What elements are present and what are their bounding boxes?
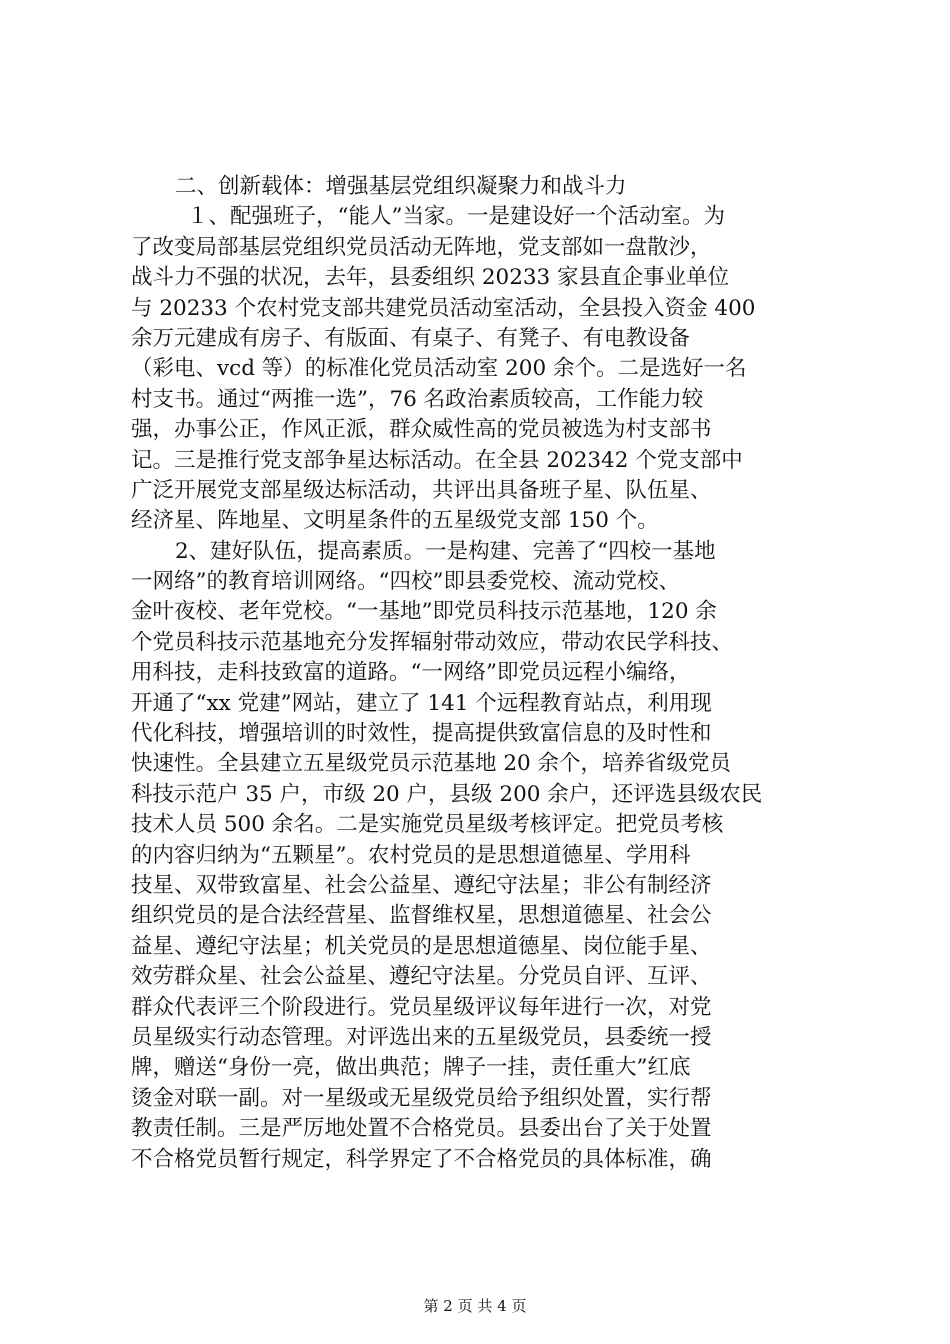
paragraph-line: 强，办事公正，作风正派，群众威性高的党员被选为村支部书 [131, 417, 712, 443]
paragraph-line: 个党员科技示范基地充分发挥辐射带动效应，带动农民学科技、 [131, 629, 734, 655]
paragraph-line: １、配强班子，“能人”当家。一是建设好一个活动室。为 [187, 204, 725, 230]
paragraph-line: 记。三是推行党支部争星达标活动。在全县 202342 个党支部中 [131, 447, 743, 473]
paragraph-line: 了改变局部基层党组织党员活动无阵地，党支部如一盘散沙， [131, 234, 712, 260]
paragraph-line: 的内容归纳为“五颗星”。农村党员的是思想道德星、学用科 [131, 842, 691, 868]
paragraph-line: 用科技，走科技致富的道路。“一网络”即党员远程小编络， [131, 660, 691, 686]
paragraph-line: 经济星、阵地星、文明星条件的五星级党支部 150 个。 [131, 508, 659, 534]
paragraph-2 [131, 537, 831, 1175]
paragraph-line: 金叶夜校、老年党校。“一基地”即党员科技示范基地，120 余 [131, 599, 717, 625]
paragraph-line: 员星级实行动态管理。对评选出来的五星级党员，县委统一授 [131, 1024, 712, 1050]
paragraph-line: 技星、双带致富星、社会公益星、遵纪守法星；非公有制经济 [131, 872, 712, 898]
paragraph-line: 广泛开展党支部星级达标活动，共评出具备班子星、队伍星、 [131, 477, 712, 503]
paragraph-line: 组织党员的是合法经营星、监督维权星，思想道德星、社会公 [131, 903, 712, 929]
page-number-footer: 第 2 页 共 4 页 [423, 1297, 527, 1315]
paragraph-line: 快速性。全县建立五星级党员示范基地 20 余个，培养省级党员 [131, 751, 732, 777]
paragraph-line: 教责任制。三是严厉地处置不合格党员。县委出台了关于处置 [131, 1116, 712, 1142]
paragraph-line: 2、建好队伍，提高素质。一是构建、完善了“四校一基地 [175, 538, 716, 564]
paragraph-line: 余万元建成有房子、有版面、有桌子、有凳子、有电教设备 [131, 325, 691, 351]
section-heading: 二、创新载体：增强基层党组织凝聚力和战斗力 [175, 174, 627, 199]
paragraph-line: 烫金对联一副。对一星级或无星级党员给予组织处置，实行帮 [131, 1085, 712, 1111]
paragraph-1 [131, 202, 831, 536]
paragraph-line: 益星、遵纪守法星；机关党员的是思想道德星、岗位能手星、 [131, 933, 712, 959]
paragraph-line: 群众代表评三个阶段进行。党员星级评议每年进行一次，对党 [131, 994, 712, 1020]
paragraph-line: 不合格党员暂行规定，科学界定了不合格党员的具体标准，确 [131, 1146, 712, 1172]
paragraph-line: 技术人员 500 余名。二是实施党员星级考核评定。把党员考核 [131, 812, 724, 838]
document-body [131, 172, 831, 1175]
paragraph-line: 一网络”的教育培训网络。“四校”即县委党校、流动党校、 [131, 569, 680, 595]
paragraph-line: 开通了“xx 党建”网站，建立了 141 个远程教育站点，利用现 [131, 690, 712, 716]
paragraph-line: 效劳群众星、社会公益星、遵纪守法星。分党员自评、互评、 [131, 964, 712, 990]
paragraph-line: 代化科技，增强培训的时效性，提高提供致富信息的及时性和 [131, 721, 712, 747]
paragraph-line: 村支书。通过“两推一选”，76 名政治素质较高，工作能力较 [131, 386, 704, 412]
paragraph-line: 科技示范户 35 户，市级 20 户，县级 200 余户，还评选县级农民 [131, 781, 763, 807]
paragraph-line: 与 20233 个农村党支部共建党员活动室活动，全县投入资金 400 [131, 295, 756, 321]
paragraph-line: 战斗力不强的状况，去年，县委组织 20233 家县直企事业单位 [131, 265, 730, 291]
paragraph-line: （彩电、vcd 等）的标准化党员活动室 200 余个。二是选好一名 [131, 356, 747, 382]
paragraph-line: 牌，赠送“身份一亮，做出典范；牌子一挂，责任重大”红底 [131, 1055, 691, 1081]
